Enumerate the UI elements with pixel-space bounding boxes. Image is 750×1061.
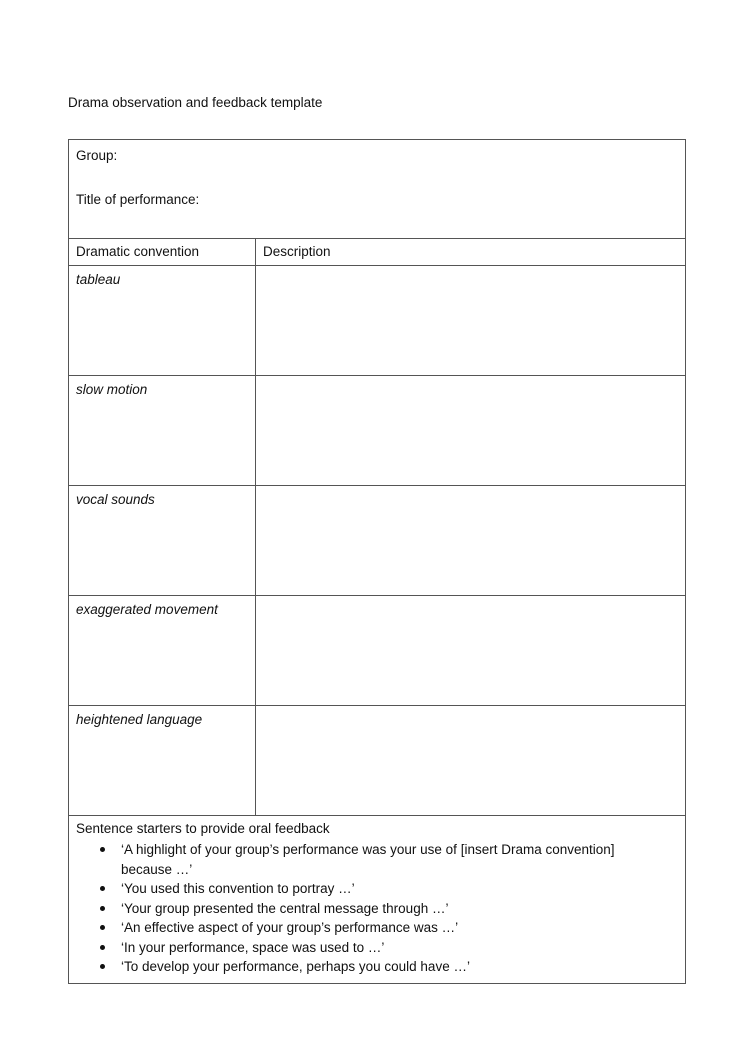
description-cell[interactable] <box>256 266 686 376</box>
convention-header: Dramatic convention <box>69 239 256 266</box>
list-item: ‘A highlight of your group’s performance was your use of [insert Drama convention] because …’ <box>121 840 678 879</box>
document-title: Drama observation and feedback template <box>68 95 323 110</box>
group-info-row <box>69 140 686 239</box>
description-cell[interactable] <box>256 376 686 486</box>
list-item: ‘An effective aspect of your group’s performance was …’ <box>121 918 678 938</box>
group-label: Group: <box>76 148 118 163</box>
convention-name: slow motion <box>69 376 256 486</box>
table-row <box>69 266 686 376</box>
convention-name: exaggerated movement <box>69 596 256 706</box>
description-cell[interactable] <box>256 486 686 596</box>
convention-name: tableau <box>69 266 256 376</box>
list-item: ‘In your performance, space was used to …’ <box>121 938 678 958</box>
observation-form-table <box>68 139 686 984</box>
table-header-row <box>69 239 686 266</box>
list-item: ‘You used this convention to portray …’ <box>121 879 678 899</box>
group-info-cell[interactable] <box>69 140 686 239</box>
sentence-starters-row <box>69 816 686 984</box>
sentence-starters-heading: Sentence starters to provide oral feedback <box>76 821 330 836</box>
performance-title-label: Title of performance: <box>76 192 200 207</box>
table-row <box>69 706 686 816</box>
table-row <box>69 596 686 706</box>
description-cell[interactable] <box>256 706 686 816</box>
convention-name: heightened language <box>69 706 256 816</box>
table-row <box>69 376 686 486</box>
list-item: ‘Your group presented the central message through …’ <box>121 899 678 919</box>
table-row <box>69 486 686 596</box>
description-cell[interactable] <box>256 596 686 706</box>
sentence-starters-cell <box>69 816 686 984</box>
description-header: Description <box>256 239 686 266</box>
sentence-starters-list <box>76 840 678 977</box>
convention-name: vocal sounds <box>69 486 256 596</box>
list-item: ‘To develop your performance, perhaps you could have …’ <box>121 957 678 977</box>
